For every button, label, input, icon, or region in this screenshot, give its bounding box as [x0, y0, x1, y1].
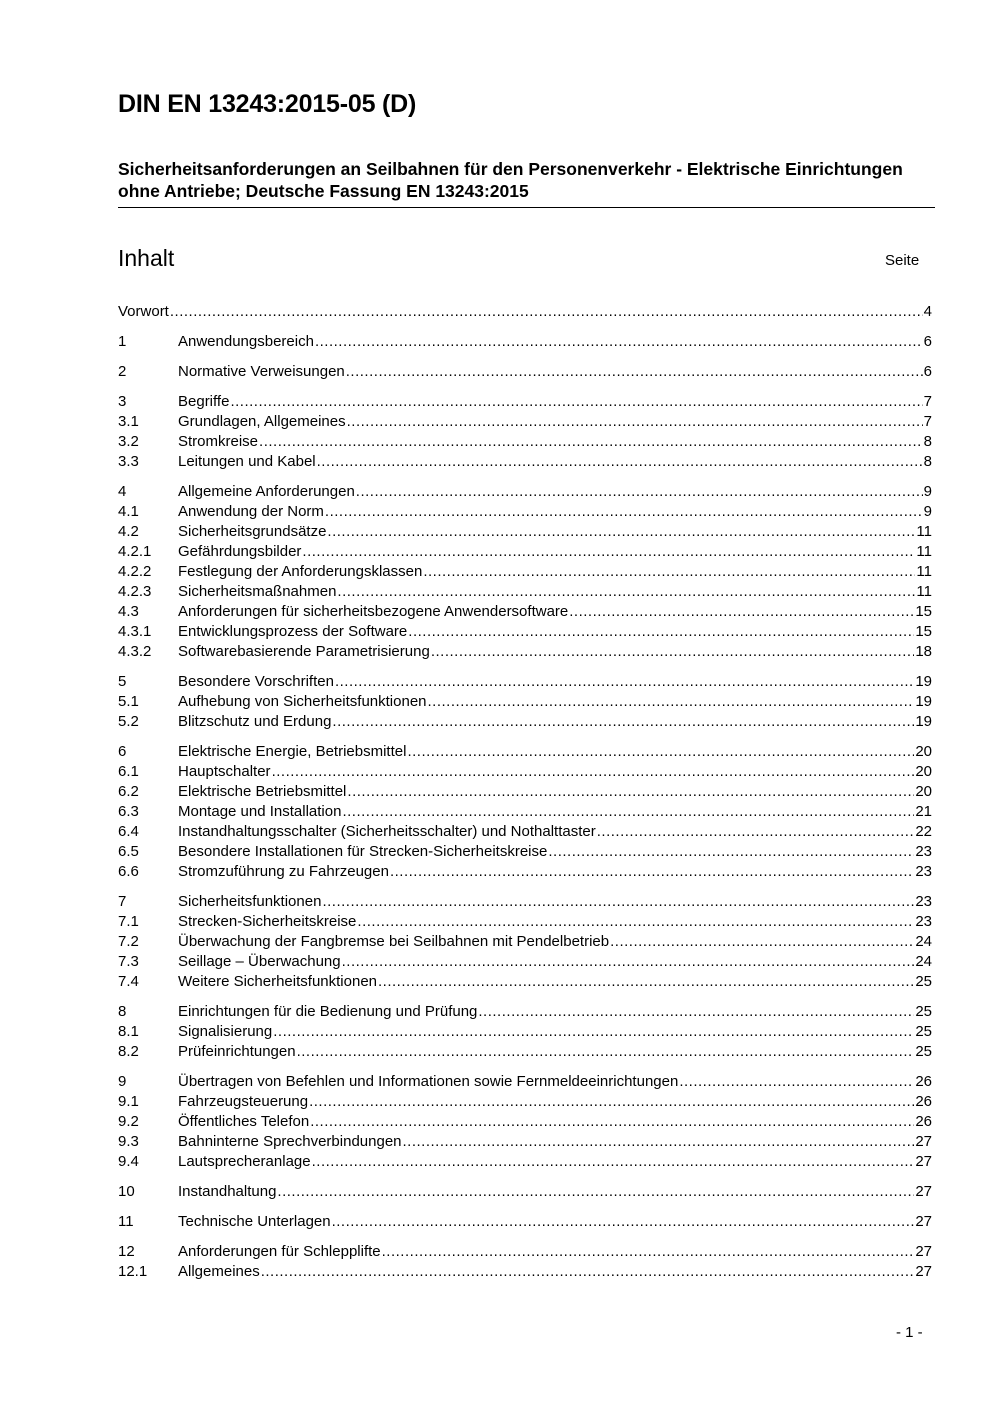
toc-entry-number: 7.3 — [118, 953, 139, 970]
toc-dot-leader — [335, 672, 914, 692]
toc-dot-leader — [679, 1072, 914, 1092]
toc-dot-leader — [403, 1132, 915, 1152]
toc-entry-page: 24 — [915, 933, 932, 950]
toc-entry-number: 4 — [118, 483, 127, 500]
toc-dot-leader — [170, 302, 923, 322]
toc-entry[interactable] — [118, 412, 932, 432]
toc-entry-page: 11 — [916, 523, 932, 540]
toc-entry-title: Anforderungen für Schlepplifte — [178, 1243, 381, 1260]
toc-entry[interactable] — [118, 432, 932, 452]
toc-entry[interactable] — [118, 912, 932, 932]
toc-dot-leader — [332, 1212, 915, 1232]
toc-entry-title: Aufhebung von Sicherheitsfunktionen — [178, 693, 427, 710]
toc-entry[interactable] — [118, 1242, 932, 1262]
toc-entry-page: 18 — [915, 643, 932, 660]
toc-dot-leader — [342, 802, 914, 822]
toc-entry-page: 20 — [915, 763, 932, 780]
toc-heading: Inhalt — [118, 245, 175, 271]
toc-dot-leader — [346, 362, 923, 382]
toc-dot-leader — [325, 502, 923, 522]
toc-entry-number: 6.1 — [118, 763, 139, 780]
table-of-contents — [118, 302, 932, 1282]
toc-entry[interactable] — [118, 1132, 932, 1152]
toc-entry-number: 12.1 — [118, 1263, 148, 1280]
toc-entry-title: Besondere Vorschriften — [178, 673, 334, 690]
toc-dot-leader — [272, 762, 915, 782]
toc-entry[interactable] — [118, 622, 932, 642]
toc-entry-title: Instandhaltung — [178, 1183, 277, 1200]
toc-entry-number: 11 — [118, 1213, 134, 1230]
toc-entry[interactable] — [118, 1152, 932, 1172]
toc-dot-leader — [428, 692, 915, 712]
toc-entry-page: 27 — [915, 1213, 932, 1230]
toc-entry-number: 4.3.2 — [118, 643, 152, 660]
toc-entry[interactable] — [118, 332, 932, 352]
toc-entry-page: 9 — [923, 483, 932, 500]
toc-entry-title: Strecken-Sicherheitskreise — [178, 913, 357, 930]
toc-entry-page: 20 — [915, 743, 932, 760]
toc-entry-page: 8 — [923, 453, 932, 470]
toc-entry-number: 6.4 — [118, 823, 139, 840]
toc-entry-title: Sicherheitsgrundsätze — [178, 523, 327, 540]
toc-entry[interactable] — [118, 542, 932, 562]
toc-entry[interactable] — [118, 1112, 932, 1132]
toc-entry-number: 7 — [118, 893, 127, 910]
document-title: DIN EN 13243:2015-05 (D) — [118, 90, 417, 118]
toc-entry-page: 15 — [915, 623, 932, 640]
toc-entry-title: Montage und Installation — [178, 803, 342, 820]
toc-entry[interactable] — [118, 522, 932, 542]
toc-entry-page: 25 — [915, 1023, 932, 1040]
toc-entry-number: 1 — [118, 333, 127, 350]
toc-dot-leader — [407, 742, 914, 762]
toc-entry-title: Vorwort — [118, 303, 169, 320]
toc-dot-leader — [597, 822, 915, 842]
toc-dot-leader — [230, 392, 922, 412]
toc-entry[interactable] — [118, 482, 932, 502]
toc-dot-leader — [310, 1112, 914, 1132]
toc-entry-number: 12 — [118, 1243, 135, 1260]
toc-entry-title: Allgemeine Anforderungen — [178, 483, 355, 500]
toc-entry-number: 6.3 — [118, 803, 139, 820]
toc-dot-leader — [610, 932, 914, 952]
toc-entry-title: Normative Verweisungen — [178, 363, 345, 380]
toc-entry-number: 6.5 — [118, 843, 139, 860]
toc-entry-number: 3.2 — [118, 433, 139, 450]
toc-entry-number: 4.2 — [118, 523, 139, 540]
toc-entry-title: Anwendungsbereich — [178, 333, 314, 350]
toc-dot-leader — [347, 782, 914, 802]
toc-entry-title: Grundlagen, Allgemeines — [178, 413, 346, 430]
toc-entry-page: 23 — [915, 843, 932, 860]
toc-dot-leader — [356, 482, 923, 502]
toc-dot-leader — [259, 432, 923, 452]
toc-entry-number: 8 — [118, 1003, 127, 1020]
toc-entry-number: 8.1 — [118, 1023, 139, 1040]
toc-entry-title: Technische Unterlagen — [178, 1213, 331, 1230]
toc-entry-title: Signalisierung — [178, 1023, 273, 1040]
toc-entry-page: 11 — [916, 563, 932, 580]
toc-entry-title: Allgemeines — [178, 1263, 260, 1280]
toc-entry[interactable] — [118, 1262, 932, 1282]
toc-entry-number: 5.1 — [118, 693, 139, 710]
toc-entry-title: Blitzschutz und Erdung — [178, 713, 332, 730]
toc-entry[interactable] — [118, 1212, 932, 1232]
toc-entry[interactable] — [118, 1182, 932, 1202]
toc-entry[interactable] — [118, 452, 932, 472]
toc-entry[interactable] — [118, 1022, 932, 1042]
toc-dot-leader — [382, 1242, 915, 1262]
toc-entry[interactable] — [118, 1072, 932, 1092]
page-column-label: Seite — [885, 252, 920, 269]
toc-entry-number: 7.1 — [118, 913, 139, 930]
toc-entry-page: 19 — [915, 673, 932, 690]
toc-entry[interactable] — [118, 602, 932, 622]
toc-entry-number: 4.1 — [118, 503, 139, 520]
toc-entry-number: 6.2 — [118, 783, 139, 800]
toc-entry-page: 7 — [923, 393, 932, 410]
toc-entry-title: Elektrische Betriebsmittel — [178, 783, 347, 800]
toc-entry-title: Einrichtungen für die Bedienung und Prüfung — [178, 1003, 478, 1020]
toc-entry-number: 2 — [118, 363, 127, 380]
toc-dot-leader — [569, 602, 914, 622]
toc-entry-number: 7.4 — [118, 973, 139, 990]
toc-dot-leader — [347, 412, 923, 432]
toc-entry-title: Anforderungen für sicherheitsbezogene Anwendersoftware — [178, 603, 569, 620]
toc-entry-title: Sicherheitsmaßnahmen — [178, 583, 337, 600]
toc-entry-title: Hauptschalter — [178, 763, 271, 780]
toc-entry-number: 9.3 — [118, 1133, 139, 1150]
toc-entry-page: 26 — [915, 1113, 932, 1130]
toc-entry[interactable] — [118, 892, 932, 912]
toc-entry-title: Übertragen von Befehlen und Informationen sowie Fernmeldeeinrichtungen — [178, 1073, 679, 1090]
toc-entry[interactable] — [118, 862, 932, 882]
toc-dot-leader — [390, 862, 914, 882]
toc-entry-title: Fahrzeugsteuerung — [178, 1093, 309, 1110]
toc-entry-page: 6 — [923, 333, 932, 350]
toc-entry-number: 9 — [118, 1073, 127, 1090]
toc-entry-number: 4.2.2 — [118, 563, 152, 580]
toc-entry-page: 6 — [923, 363, 932, 380]
toc-entry-title: Seillage – Überwachung — [178, 953, 341, 970]
toc-dot-leader — [548, 842, 914, 862]
toc-entry-page: 23 — [915, 893, 932, 910]
toc-entry[interactable] — [118, 642, 932, 662]
toc-entry-number: 4.2.1 — [118, 543, 152, 560]
toc-entry[interactable] — [118, 692, 932, 712]
toc-dot-leader — [423, 562, 915, 582]
document-subtitle: Sicherheitsanforderungen an Seilbahnen für den Personenverkehr - Elektrische Einrichtungen ohne Antriebe; Deutsche Fassung EN 13243:2015 — [118, 159, 903, 201]
toc-entry-number: 6.6 — [118, 863, 139, 880]
toc-entry-page: 11 — [916, 543, 932, 560]
toc-dot-leader — [273, 1022, 914, 1042]
toc-entry[interactable] — [118, 1092, 932, 1112]
toc-entry-number: 7.2 — [118, 933, 139, 950]
toc-entry-page: 27 — [915, 1153, 932, 1170]
toc-entry[interactable] — [118, 712, 932, 732]
toc-dot-leader — [315, 332, 923, 352]
toc-entry-page: 8 — [923, 433, 932, 450]
toc-dot-leader — [431, 642, 915, 662]
toc-entry[interactable] — [118, 582, 932, 602]
toc-entry-title: Stromzuführung zu Fahrzeugen — [178, 863, 389, 880]
toc-entry-number: 6 — [118, 743, 127, 760]
toc-entry-page: 19 — [915, 713, 932, 730]
toc-entry-page: 25 — [915, 1043, 932, 1060]
toc-entry-page: 11 — [916, 583, 932, 600]
toc-entry-page: 7 — [923, 413, 932, 430]
toc-entry-page: 26 — [915, 1093, 932, 1110]
toc-entry-page: 27 — [915, 1263, 932, 1280]
toc-dot-leader — [317, 452, 923, 472]
toc-entry[interactable] — [118, 502, 932, 522]
toc-entry-page: 23 — [915, 913, 932, 930]
toc-entry-title: Bahninterne Sprechverbindungen — [178, 1133, 402, 1150]
toc-entry-title: Softwarebasierende Parametrisierung — [178, 643, 430, 660]
toc-entry-page: 22 — [915, 823, 932, 840]
toc-entry[interactable] — [118, 952, 932, 972]
toc-entry-page: 23 — [915, 863, 932, 880]
toc-dot-leader — [408, 622, 914, 642]
toc-entry-page: 27 — [915, 1133, 932, 1150]
toc-dot-leader — [277, 1182, 914, 1202]
toc-entry-page: 24 — [915, 953, 932, 970]
toc-entry-page: 20 — [915, 783, 932, 800]
toc-entry-page: 4 — [923, 303, 932, 320]
toc-entry[interactable] — [118, 742, 932, 762]
toc-entry-page: 9 — [923, 503, 932, 520]
toc-entry-title: Festlegung der Anforderungsklassen — [178, 563, 423, 580]
toc-entry-title: Elektrische Energie, Betriebsmittel — [178, 743, 407, 760]
toc-entry[interactable] — [118, 672, 932, 692]
toc-dot-leader — [261, 1262, 915, 1282]
toc-entry-page: 25 — [915, 1003, 932, 1020]
toc-dot-leader — [478, 1002, 914, 1022]
toc-entry-title: Begriffe — [178, 393, 230, 410]
toc-entry[interactable] — [118, 302, 932, 322]
toc-entry-title: Überwachung der Fangbremse bei Seilbahnen mit Pendelbetrieb — [178, 933, 610, 950]
toc-entry-number: 9.4 — [118, 1153, 139, 1170]
toc-dot-leader — [312, 1152, 915, 1172]
toc-entry-number: 9.1 — [118, 1093, 139, 1110]
toc-entry[interactable] — [118, 1042, 932, 1062]
toc-entry-page: 25 — [915, 973, 932, 990]
toc-entry-number: 4.3.1 — [118, 623, 152, 640]
toc-entry-title: Anwendung der Norm — [178, 503, 324, 520]
toc-entry[interactable] — [118, 842, 932, 862]
toc-entry[interactable] — [118, 802, 932, 822]
toc-entry-number: 4.2.3 — [118, 583, 152, 600]
title-divider — [118, 207, 935, 208]
toc-entry[interactable] — [118, 1002, 932, 1022]
toc-dot-leader — [332, 712, 914, 732]
toc-entry-title: Leitungen und Kabel — [178, 453, 316, 470]
toc-entry-page: 19 — [915, 693, 932, 710]
toc-entry-title: Instandhaltungsschalter (Sicherheitsschalter) und Nothalttaster — [178, 823, 596, 840]
toc-entry-title: Sicherheitsfunktionen — [178, 893, 322, 910]
toc-entry-number: 3.1 — [118, 413, 139, 430]
toc-entry-title: Weitere Sicherheitsfunktionen — [178, 973, 377, 990]
toc-entry[interactable] — [118, 392, 932, 412]
toc-entry-number: 3 — [118, 393, 127, 410]
toc-entry-title: Stromkreise — [178, 433, 259, 450]
toc-entry-title: Entwicklungsprozess der Software — [178, 623, 408, 640]
toc-entry-page: 27 — [915, 1183, 932, 1200]
toc-entry-title: Öffentliches Telefon — [178, 1113, 310, 1130]
toc-entry[interactable] — [118, 562, 932, 582]
toc-entry[interactable] — [118, 822, 932, 842]
toc-dot-leader — [327, 522, 915, 542]
toc-entry[interactable] — [118, 762, 932, 782]
page-number: - 1 - — [896, 1324, 923, 1341]
toc-entry-page: 26 — [915, 1073, 932, 1090]
toc-entry-number: 8.2 — [118, 1043, 139, 1060]
toc-entry-number: 10 — [118, 1183, 135, 1200]
toc-entry-title: Besondere Installationen für Strecken-Sicherheitskreise — [178, 843, 548, 860]
toc-entry-number: 5.2 — [118, 713, 139, 730]
toc-entry-page: 15 — [915, 603, 932, 620]
toc-entry-title: Gefährdungsbilder — [178, 543, 302, 560]
toc-entry-number: 9.2 — [118, 1113, 139, 1130]
toc-dot-leader — [337, 582, 915, 602]
toc-dot-leader — [297, 1042, 915, 1062]
toc-entry-title: Prüfeinrichtungen — [178, 1043, 296, 1060]
toc-dot-leader — [322, 892, 914, 912]
toc-entry-number: 5 — [118, 673, 127, 690]
toc-dot-leader — [309, 1092, 914, 1112]
toc-entry-page: 21 — [915, 803, 932, 820]
toc-dot-leader — [378, 972, 914, 992]
toc-entry-number: 4.3 — [118, 603, 139, 620]
toc-dot-leader — [342, 952, 915, 972]
toc-entry[interactable] — [118, 972, 932, 992]
toc-entry[interactable] — [118, 932, 932, 952]
toc-entry[interactable] — [118, 782, 932, 802]
toc-entry[interactable] — [118, 362, 932, 382]
toc-entry-page: 27 — [915, 1243, 932, 1260]
toc-dot-leader — [357, 912, 914, 932]
toc-entry-title: Lautsprecheranlage — [178, 1153, 311, 1170]
toc-entry-number: 3.3 — [118, 453, 139, 470]
toc-dot-leader — [302, 542, 915, 562]
